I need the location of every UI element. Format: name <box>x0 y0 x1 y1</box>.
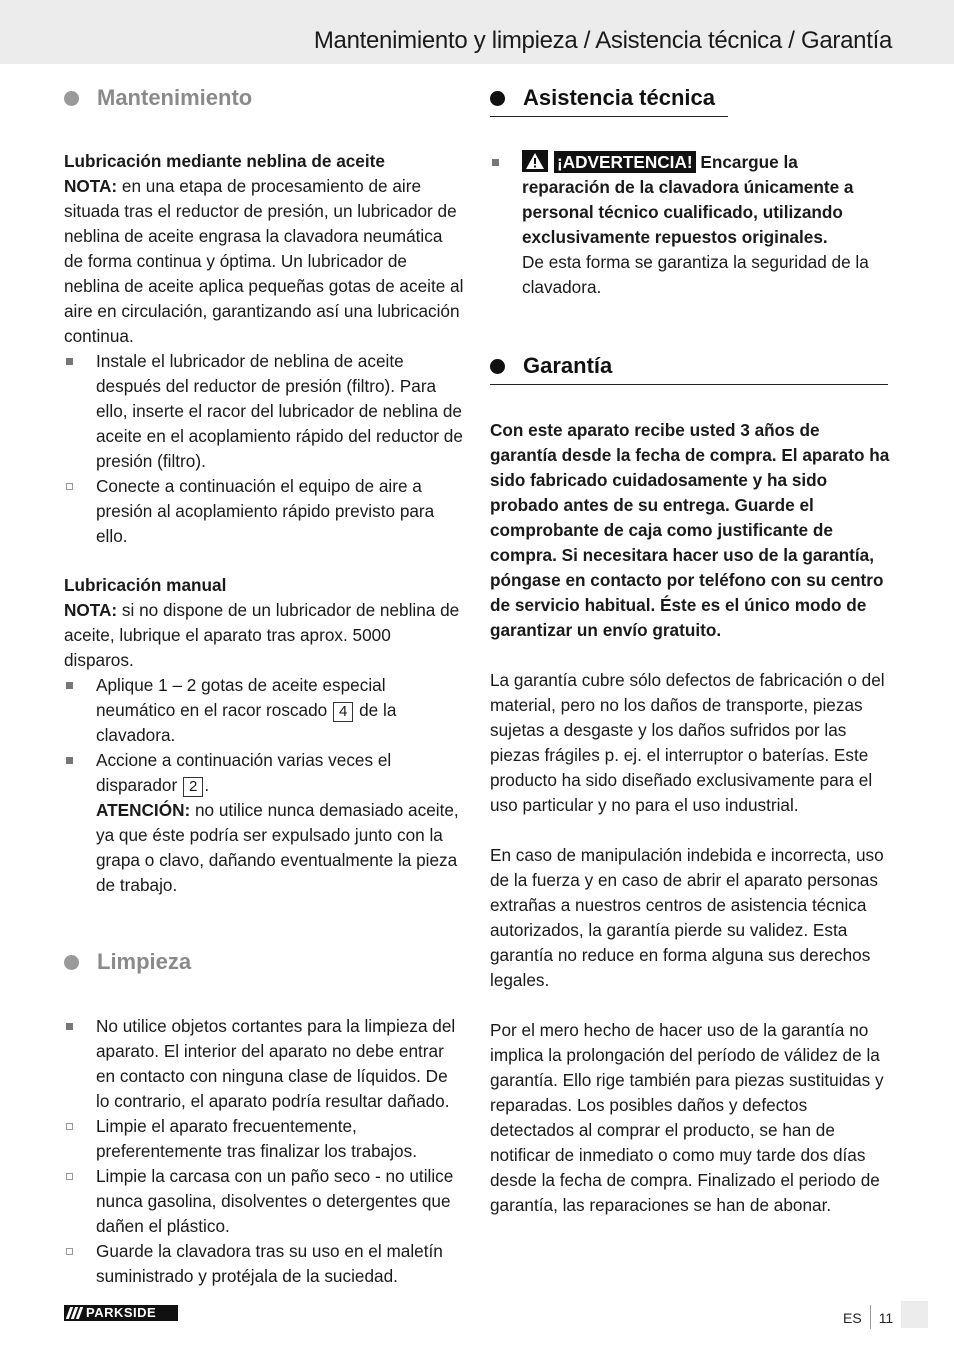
note-text: si no dispone de un lubricador de neblina de aceite, lubrique el aparato tras aprox. 5000 disparos. <box>64 600 460 670</box>
heading-text: Asistencia técnica <box>523 85 715 110</box>
square-bullet-icon <box>66 682 73 689</box>
warranty-paragraph: En caso de manipulación indebida e incorrecta, uso de la fuerza y en caso de abrir el aparato personas extrañas a nuestros centros de asistencia técnica autorizados, la garantía pierde su validez. Esta garantía no reduce en forma alguna sus derechos legales. <box>490 845 884 990</box>
list-item-text: Limpie el aparato frecuentemente, preferentemente tras finalizar los trabajos. <box>96 1116 417 1161</box>
page-title: Mantenimiento y limpieza / Asistencia técnica / Garantía <box>313 27 892 54</box>
bullet-dot-icon <box>490 91 505 106</box>
list-item <box>64 748 464 898</box>
warranty-paragraph: La garantía cubre sólo defectos de fabricación o del material, pero no los daños de transporte, piezas sujetas a desgaste y los daños sufridos por las piezas frágiles p. ej. el interruptor o baterías. Este producto ha sido diseñado exclusivamente para el uso particular y no para el uso industrial. <box>490 670 885 815</box>
list-item <box>64 1239 464 1289</box>
square-bullet-icon <box>66 358 73 365</box>
note-paragraph <box>64 174 464 349</box>
part-reference: 2 <box>183 777 203 797</box>
section-heading-limpieza <box>64 946 464 980</box>
list-item <box>64 1114 464 1164</box>
warning-label: ¡ADVERTENCIA! <box>554 151 696 173</box>
language-code: ES <box>843 1310 862 1326</box>
page-footer <box>843 1305 893 1329</box>
warning-text: De esta forma se garantiza la seguridad de la clavadora. <box>522 252 869 297</box>
note-label: NOTA: <box>64 176 118 196</box>
list-item <box>64 349 464 474</box>
checkbox-bullet-icon <box>66 1123 73 1130</box>
note-label: NOTA: <box>64 600 118 620</box>
checkbox-bullet-icon <box>66 1248 73 1255</box>
warranty-paragraph: Por el mero hecho de hacer uso de la garantía no implica la prolongación del período de válidez de la garantía. Ello rige también para piezas sustituidas y reparadas. Los posibles daños y defectos detectados al comprar el producto, se han de notificar de inmediato o como muy tarde dos días desde la fecha de compra. Finalizado el periodo de garantía, las reparaciones se han de abonar. <box>490 1020 884 1215</box>
list-item <box>64 1164 464 1239</box>
list-item-text: Accione a continuación varias veces el disparador <box>96 750 392 795</box>
section-heading-garantia <box>490 350 890 384</box>
list-item-text: Guarde la clavadora tras su uso en el maletín suministrado y protéjala de la suciedad. <box>96 1241 443 1286</box>
section-heading-mantenimiento <box>64 82 464 116</box>
parkside-logo <box>64 1305 178 1321</box>
list-item-text: . <box>204 775 210 795</box>
list-item-text: Instale el lubricador de neblina de aceite después del reductor de presión (filtro). Para ello, inserte el racor del lubricador de neblina de aceite en el acoplamiento rápido del reductor de presión (filtro). <box>96 351 463 471</box>
warranty-summary: Con este aparato recibe usted 3 años de garantía desde la fecha de compra. El aparato ha sido fabricado cuidadosamente y ha sido probado antes de su entrega. Guarde el comprobante de caja como justificante de compra. Si necesitara hacer uso de la garantía, póngase en contacto por teléfono con su centro de servicio habitual. Éste es el único modo de garantizar un envío gratuito. <box>490 420 890 640</box>
footer-tab <box>901 1301 928 1328</box>
brand-name: PARKSIDE <box>86 1305 157 1320</box>
warning-triangle-icon <box>522 150 548 172</box>
footer-divider <box>870 1305 871 1329</box>
heading-text: Garantía <box>523 353 613 378</box>
left-column <box>64 82 464 1289</box>
warning-item <box>490 150 890 300</box>
square-bullet-icon <box>66 1023 73 1030</box>
part-reference: 4 <box>333 702 353 722</box>
checkbox-bullet-icon <box>66 1173 73 1180</box>
bullet-dot-icon <box>490 359 505 374</box>
attention-label: ATENCIÓN: <box>96 800 191 820</box>
list-item-text: de la clavadora. <box>96 700 397 745</box>
section-heading-asistencia <box>490 82 890 116</box>
square-bullet-icon <box>66 757 73 764</box>
heading-text: Limpieza <box>97 949 192 974</box>
list-item <box>64 1014 464 1114</box>
right-column <box>490 82 890 1218</box>
subheading-manual-lubrication: Lubricación manual <box>64 575 227 595</box>
list-item-text: Aplique 1 – 2 gotas de aceite especial neumático en el racor roscado <box>96 675 386 720</box>
attention-text: no utilice nunca demasiado aceite, ya que éste podría ser expulsado junto con la grapa o clavo, dañando eventualmente la pieza de trabajo. <box>96 800 459 895</box>
note-paragraph <box>64 598 464 673</box>
list-item-text: Conecte a continuación el equipo de aire a presión al acoplamiento rápido previsto para ello. <box>96 476 435 546</box>
bullet-dot-icon <box>64 91 79 106</box>
bullet-dot-icon <box>64 955 79 970</box>
note-text: en una etapa de procesamiento de aire situada tras el reductor de presión, un lubricador de neblina de aceite engrasa la clavadora neumática de forma continua y óptima. Un lubricador de neblina de aceite aplica pequeñas gotas de aceite al aire en circulación, garantizando así una lubricación continua. <box>64 176 464 346</box>
list-item <box>64 673 464 748</box>
heading-text: Mantenimiento <box>97 85 253 110</box>
page-number: 11 <box>878 1310 894 1326</box>
square-bullet-icon <box>492 159 499 166</box>
logo-stripes-icon <box>64 1305 82 1321</box>
subheading-oil-mist: Lubricación mediante neblina de aceite <box>64 151 385 171</box>
warning-bold-text: Encargue la reparación de la clavadora únicamente a personal técnico cualificado, utilizando exclusivamente repuestos originales. <box>522 152 854 247</box>
list-item <box>64 474 464 549</box>
list-item-text: No utilice objetos cortantes para la limpieza del aparato. El interior del aparato no debe entrar en contacto con ninguna clase de líquidos. De lo contrario, el aparato podría resultar dañado. <box>96 1016 456 1111</box>
list-item-text: Limpie la carcasa con un paño seco - no utilice nunca gasolina, disolventes o detergentes que dañen el plástico. <box>96 1166 454 1236</box>
checkbox-bullet-icon <box>66 483 73 490</box>
